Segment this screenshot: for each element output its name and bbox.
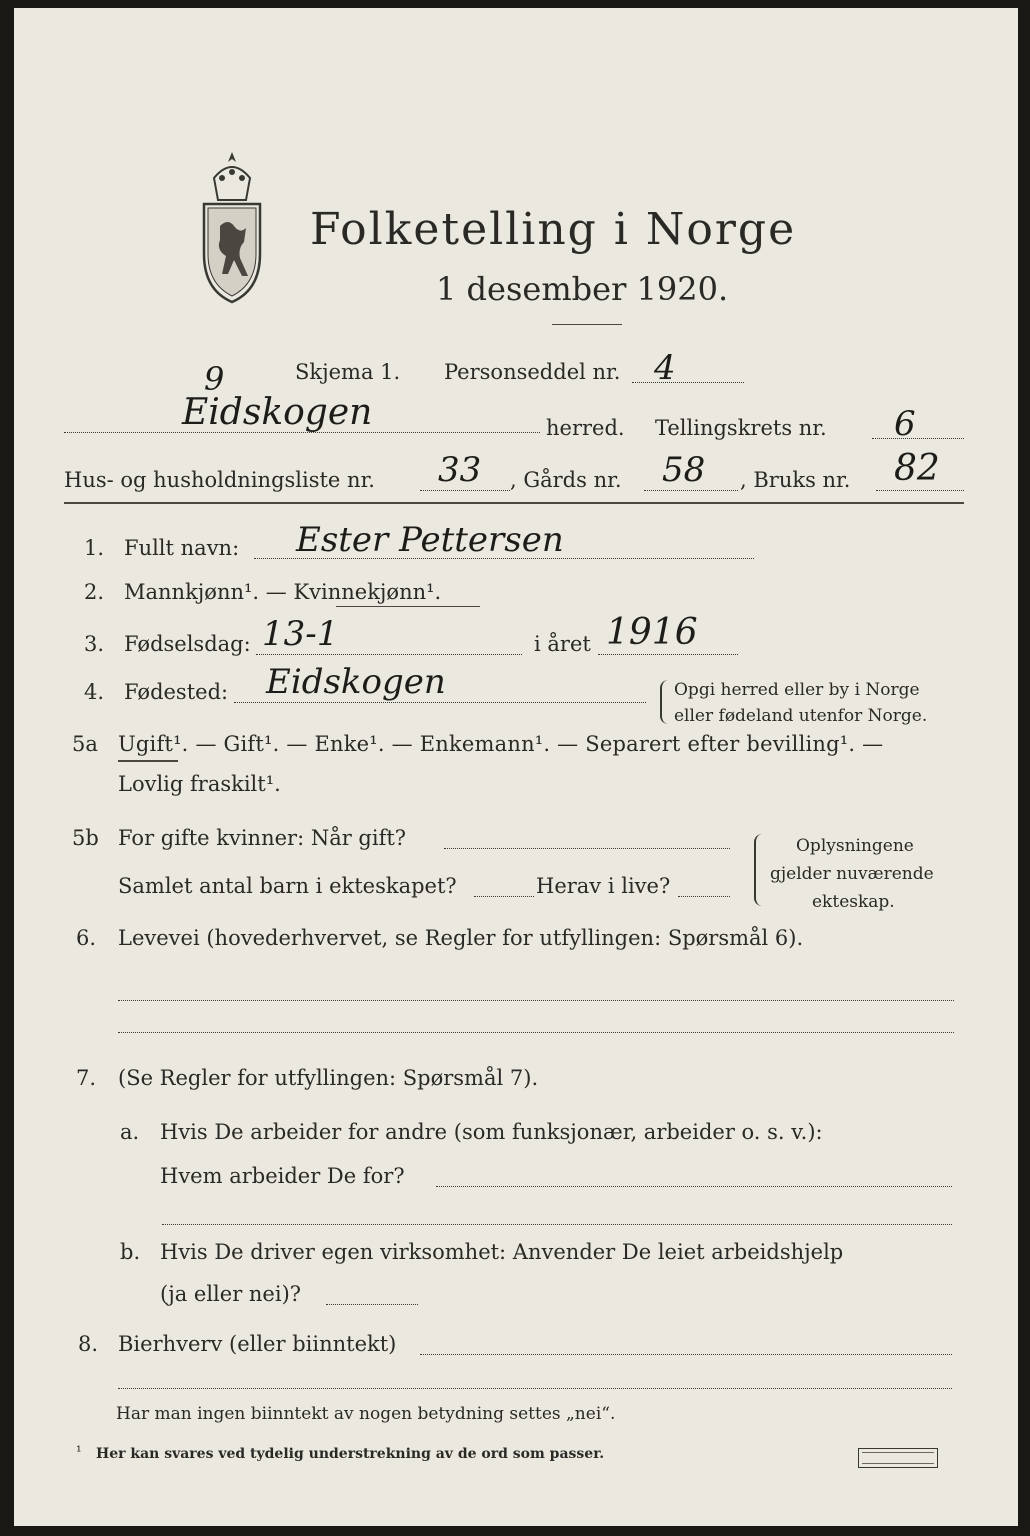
q6-label: Levevei (hovederhvervet, se Regler for utfyllingen: Spørsmål 6).: [118, 926, 804, 950]
q5b-note-line3: ekteskap.: [812, 892, 895, 912]
q5b-note-brace: [754, 834, 764, 906]
census-date: 1 desember 1920.: [436, 270, 729, 308]
gards-nr: 58: [662, 450, 706, 490]
q4-number: 4.: [84, 680, 105, 704]
footnote-text: Her kan svares ved tydelig understrekning av de ord som passer.: [96, 1446, 605, 1462]
q7b-label-line2: (ja eller nei)?: [160, 1282, 302, 1306]
q1-value: Ester Pettersen: [296, 520, 564, 560]
q4-label: Fødested:: [124, 680, 229, 704]
q6-field-1: [118, 1000, 954, 1001]
q7a-field-2: [162, 1224, 952, 1225]
tellingskrets-label: Tellingskrets nr.: [655, 416, 827, 440]
q7-number: 7.: [76, 1066, 97, 1090]
q8-number: 8.: [78, 1332, 99, 1356]
q5b-label: For gifte kvinner: Når gift?: [118, 826, 407, 850]
q8-note: Har man ingen biinntekt av nogen betydning settes „nei“.: [116, 1404, 616, 1424]
q5b-label-line2: Samlet antal barn i ekteskapet?: [118, 874, 457, 898]
herred-value: Eidskogen: [182, 392, 373, 433]
schema-label: Skjema 1.: [295, 360, 401, 384]
norway-coat-of-arms-icon: [192, 148, 272, 308]
q6-field-2: [118, 1032, 954, 1033]
printer-stamp: [858, 1448, 938, 1468]
q8-label: Bierhverv (eller biinntekt): [118, 1332, 397, 1356]
q4-note-brace: [660, 680, 668, 724]
q5b-children-field: [474, 896, 534, 897]
hus-field: [420, 490, 510, 491]
personseddel-field: [632, 382, 744, 383]
q2-label: Mannkjønn¹. — Kvinnekjønn¹.: [124, 580, 442, 604]
q4-value: Eidskogen: [266, 662, 446, 702]
personseddel-nr: 4: [654, 348, 676, 388]
title-rule: [552, 324, 622, 325]
schema-prefix-handwritten: 9: [204, 360, 225, 398]
q5b-married-field: [444, 848, 730, 849]
q5b-label-line3: Herav i live?: [536, 874, 671, 898]
q7b-number: b.: [120, 1240, 141, 1264]
q5a-label-line2: Lovlig fraskilt¹.: [118, 772, 281, 796]
tellingskrets-field: [872, 438, 964, 439]
q3-value: 13-1: [262, 614, 339, 654]
q3-year-field: [598, 654, 738, 655]
q7a-number: a.: [120, 1120, 140, 1144]
q5b-alive-field: [678, 896, 730, 897]
footnote-mark: ¹: [76, 1444, 82, 1460]
hus-label: Hus- og husholdningsliste nr.: [64, 468, 375, 492]
q3-year-label: i året: [534, 632, 591, 656]
q5a-number: 5a: [72, 732, 98, 756]
bruks-field: [876, 490, 964, 491]
q5b-note-line1: Oplysningene: [796, 836, 914, 856]
q4-note-line2: eller fødeland utenfor Norge.: [674, 706, 928, 726]
q4-field: [234, 702, 646, 703]
q5b-number: 5b: [72, 826, 99, 850]
personseddel-label: Personseddel nr.: [444, 360, 621, 384]
q1-label: Fullt navn:: [124, 536, 240, 560]
q3-label: Fødselsdag:: [124, 632, 251, 656]
form-title: Folketelling i Norge: [310, 204, 797, 255]
tellingskrets-nr: 6: [894, 404, 916, 444]
q7a-field-1: [436, 1186, 952, 1187]
q3-number: 3.: [84, 632, 105, 656]
q7-label: (Se Regler for utfyllingen: Spørsmål 7).: [118, 1066, 539, 1090]
q3-year: 1916: [606, 612, 698, 653]
q7b-field: [326, 1304, 418, 1305]
q4-note-line1: Opgi herred eller by i Norge: [674, 680, 920, 700]
q5b-note-line2: gjelder nuværende: [770, 864, 934, 884]
header-rule: [64, 502, 964, 504]
q7b-label: Hvis De driver egen virksomhet: Anvender De leiet arbeidshjelp: [160, 1240, 844, 1264]
q2-underline-kvinnekjonn: [336, 606, 480, 607]
q7a-label: Hvis De arbeider for andre (som funksjonær, arbeider o. s. v.):: [160, 1120, 823, 1144]
q1-number: 1.: [84, 536, 105, 560]
gards-label: , Gårds nr.: [510, 468, 622, 492]
gards-field: [644, 490, 738, 491]
q8-field-1: [420, 1354, 952, 1355]
q5a-label: Ugift¹. — Gift¹. — Enke¹. — Enkemann¹. — Separert efter bevilling¹. —: [118, 732, 884, 756]
q3-date-field: [256, 654, 522, 655]
q6-number: 6.: [76, 926, 97, 950]
q2-number: 2.: [84, 580, 105, 604]
q7a-label-line2: Hvem arbeider De for?: [160, 1164, 405, 1188]
herred-label: herred.: [546, 416, 625, 440]
hus-nr: 33: [438, 450, 482, 490]
bruks-label: , Bruks nr.: [740, 468, 851, 492]
census-form-page: [14, 8, 1018, 1526]
q8-field-2: [118, 1388, 952, 1389]
q5a-underline-ugift: [118, 760, 178, 762]
bruks-nr: 82: [894, 448, 940, 489]
